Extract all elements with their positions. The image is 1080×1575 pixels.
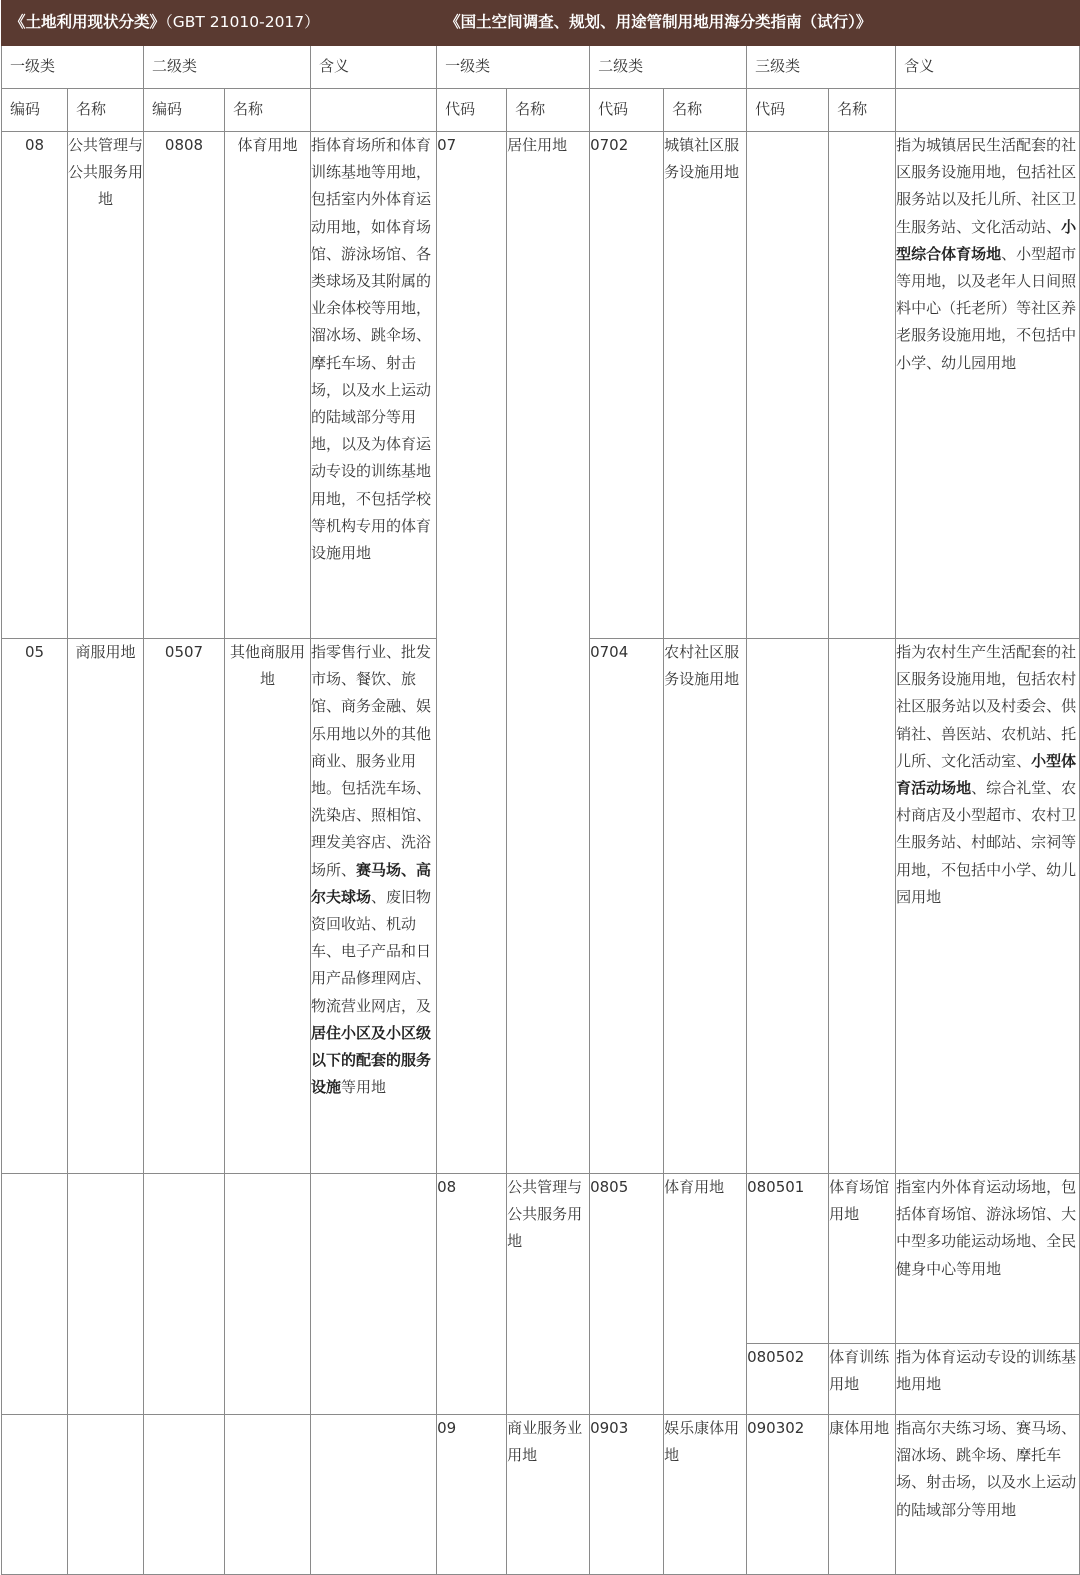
- left-code1: 05: [2, 639, 68, 1174]
- land-classification-table: [1, 0, 1080, 1575]
- header-r-name3: 名称: [829, 89, 896, 132]
- right-meaning: 指为城镇居民生活配套的社区服务设施用地，包括社区服务站以及托儿所、社区卫生服务站、文化活动站、小型综合体育场地、小型超市等用地，以及老年人日间照料中心（托老所）等社区养老服务设施用地，不包括中小学、幼儿园用地: [896, 132, 1080, 639]
- left-code2: 0507: [144, 639, 225, 1174]
- right-name2: 农村社区服务设施用地: [664, 639, 747, 1174]
- right-code3: [747, 639, 829, 1174]
- right-standard-title: 《国土空间调查、规划、用途管制用地用海分类指南（试行）》: [437, 1, 1080, 46]
- header-r-code2: 代码: [590, 89, 664, 132]
- header-r-first-class: 一级类: [437, 46, 590, 89]
- header-sub-row: [2, 89, 1080, 132]
- header-level-row: [2, 46, 1080, 89]
- left-code2: 0808: [144, 132, 225, 639]
- left-empty: [2, 1415, 68, 1575]
- left-empty: [68, 1174, 144, 1415]
- header-r-code3: 代码: [747, 89, 829, 132]
- header-r-name1: 名称: [507, 89, 590, 132]
- header-second-class: 二级类: [144, 46, 311, 89]
- left-standard-title: 《土地利用现状分类》（GBT 21010-2017）: [2, 1, 437, 46]
- right-code3: 080501: [747, 1174, 829, 1344]
- right-code2: 0805: [590, 1174, 664, 1415]
- right-code2: 0702: [590, 132, 664, 639]
- header-r-name2: 名称: [664, 89, 747, 132]
- right-code1: 09: [437, 1415, 507, 1575]
- right-name3: 体育场馆用地: [829, 1174, 896, 1344]
- right-name3: 康体用地: [829, 1415, 896, 1575]
- header-first-class: 一级类: [2, 46, 144, 89]
- right-meaning: 指为农村生产生活配套的社区服务设施用地，包括农村社区服务站以及村委会、供销社、兽医站、农机站、托儿所、文化活动室、小型体育活动场地、综合礼堂、农村商店及小型超市、农村卫生服务站、村邮站、宗祠等用地，不包括中小学、幼儿园用地: [896, 639, 1080, 1174]
- right-name1: 居住用地: [507, 132, 590, 1174]
- highlight-text: 小型体育活动场地: [896, 751, 1077, 798]
- left-name2: 体育用地: [225, 132, 311, 639]
- right-meaning: 指高尔夫练习场、赛马场、溜冰场、跳伞场、摩托车场、射击场，以及水上运动的陆域部分等用地: [896, 1415, 1080, 1575]
- left-standard-code: （GBT 21010-2017）: [165, 13, 320, 32]
- right-code1: 08: [437, 1174, 507, 1415]
- header-name2: 名称: [225, 89, 311, 132]
- left-empty: [225, 1415, 311, 1575]
- right-meaning: 指室内外体育运动场地，包括体育场馆、游泳场馆、大中型多功能运动场地、全民健身中心等用地: [896, 1174, 1080, 1344]
- header-name: 名称: [68, 89, 144, 132]
- right-name3: [829, 639, 896, 1174]
- left-empty: [311, 1415, 437, 1575]
- header-r-third-class: 三级类: [747, 46, 896, 89]
- left-name2: 其他商服用地: [225, 639, 311, 1174]
- table-row: [2, 132, 1080, 639]
- left-empty: [311, 1174, 437, 1415]
- right-name2: 体育用地: [664, 1174, 747, 1415]
- right-name2: 娱乐康体用地: [664, 1415, 747, 1575]
- right-code2: 0704: [590, 639, 664, 1174]
- left-empty: [68, 1415, 144, 1575]
- left-empty: [144, 1174, 225, 1415]
- left-empty: [144, 1415, 225, 1575]
- left-code1: 08: [2, 132, 68, 639]
- left-meaning: 指零售行业、批发市场、餐饮、旅馆、商务金融、娱乐用地以外的其他商业、服务业用地。包括洗车场、洗染店、照相馆、理发美容店、洗浴场所、赛马场、高尔夫球场、废旧物资回收站、机动车、电子产品和日用产品修理网店、物流营业网店，及居住小区及小区级以下的配套的服务设施等用地: [311, 639, 437, 1174]
- right-code3: [747, 132, 829, 639]
- table-row: [2, 1174, 1080, 1344]
- highlight-text: 居住小区及小区级以下的配套的服务设施: [311, 1023, 432, 1097]
- right-code3: 090302: [747, 1415, 829, 1575]
- header-r-code1: 代码: [437, 89, 507, 132]
- left-name1: 公共管理与公共服务用地: [68, 132, 144, 639]
- right-code2: 0903: [590, 1415, 664, 1575]
- header-code: 编码: [2, 89, 68, 132]
- table-row: [2, 1415, 1080, 1575]
- left-name1: 商服用地: [68, 639, 144, 1174]
- header-empty: [311, 89, 437, 132]
- right-name3: [829, 132, 896, 639]
- highlight-text: 小型综合体育场地: [896, 217, 1077, 263]
- highlight-text: 赛马场、高尔夫球场: [311, 860, 432, 906]
- left-meaning: 指体育场所和体育训练基地等用地，包括室内外体育运动用地，如体育场馆、游泳场馆、各类球场及其附属的业余体校等用地，溜冰场、跳伞场、摩托车场、射击场，以及水上运动的陆域部分等用地，以及为体育运动专设的训练基地用地，不包括学校等机构专用的体育设施用地: [311, 132, 437, 639]
- header-meaning: 含义: [311, 46, 437, 89]
- left-empty: [2, 1174, 68, 1415]
- right-meaning: 指为体育运动专设的训练基地用地: [896, 1344, 1080, 1415]
- title-row: [2, 1, 1080, 46]
- right-name1: 商业服务业用地: [507, 1415, 590, 1575]
- header-code2: 编码: [144, 89, 225, 132]
- right-name3: 体育训练用地: [829, 1344, 896, 1415]
- header-r-empty: [896, 89, 1080, 132]
- header-r-second-class: 二级类: [590, 46, 747, 89]
- right-code3: 080502: [747, 1344, 829, 1415]
- left-empty: [225, 1174, 311, 1415]
- right-name2: 城镇社区服务设施用地: [664, 132, 747, 639]
- header-r-meaning: 含义: [896, 46, 1080, 89]
- right-name1: 公共管理与公共服务用地: [507, 1174, 590, 1415]
- right-code1: 07: [437, 132, 507, 1174]
